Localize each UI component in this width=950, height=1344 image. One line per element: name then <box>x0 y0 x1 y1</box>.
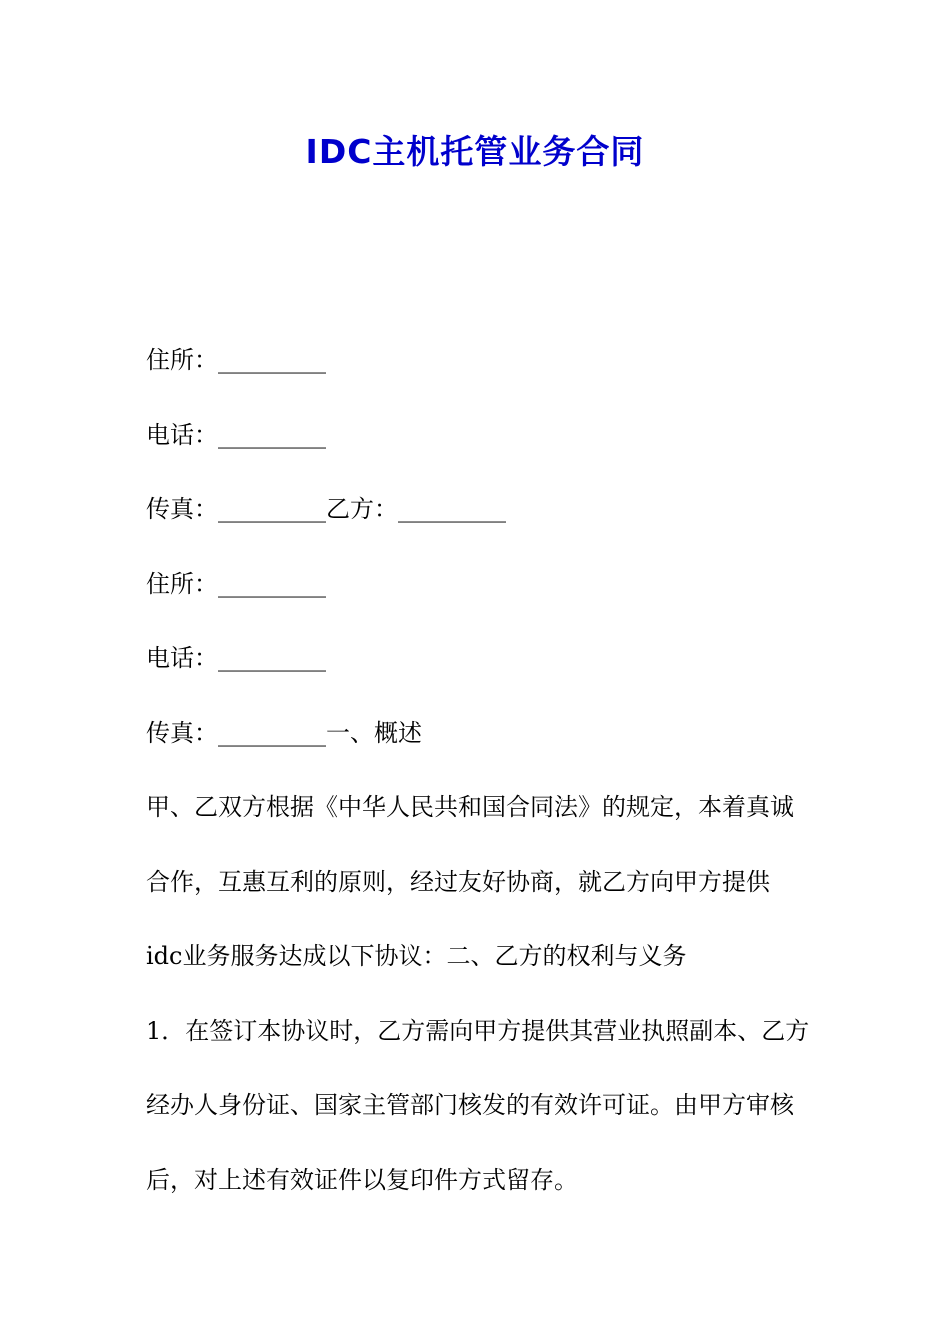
paragraph-line: idc业务服务达成以下协议：二、乙方的权利与义务 <box>146 942 687 970</box>
text-line: 电话：_________ <box>146 644 326 672</box>
paragraph-line: 1．在签订本协议时，乙方需向甲方提供其营业执照副本、乙方 <box>146 1016 810 1045</box>
paragraph-line: 经办人身份证、国家主管部门核发的有效许可证。由甲方审核 <box>146 1091 794 1119</box>
text-line: 传真：_________乙方：_________ <box>146 495 506 523</box>
text-line: 住所：_________ <box>146 569 326 598</box>
paragraph-line: 甲、乙双方根据《中华人民共和国合同法》的规定，本着真诚 <box>146 793 794 821</box>
text-line: 住所：_________ <box>146 346 326 374</box>
text-line: 电话：_________ <box>146 420 326 449</box>
paragraph-line: 后，对上述有效证件以复印件方式留存。 <box>146 1165 578 1194</box>
document-body <box>146 338 812 1232</box>
paragraph-line: 合作，互惠互利的原则，经过友好协商，就乙方向甲方提供 <box>146 867 770 896</box>
text-line: 传真：_________一、概述 <box>146 718 422 747</box>
document-title: IDC主机托管业务合同 <box>305 132 645 171</box>
